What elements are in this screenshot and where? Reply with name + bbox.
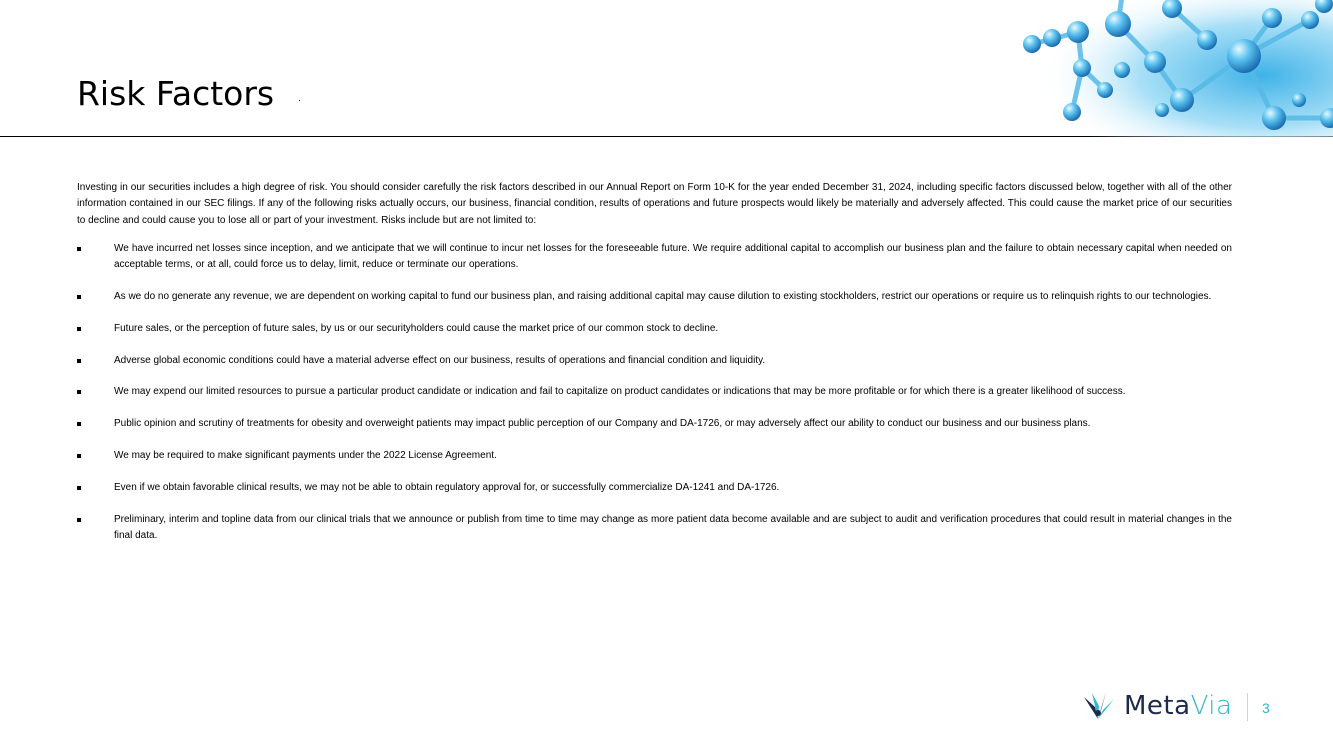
risk-list (77, 241, 1232, 544)
logo-via-text: Via (1190, 691, 1233, 721)
logo-meta-text: Meta (1124, 691, 1191, 721)
risk-text: We may expend our limited resources to pursue a particular product candidate or indication and fail to capitalize on product candidates or indications that may be more profitable or for which there is a greater likelihood of success. (114, 386, 1126, 398)
bullet-icon (77, 422, 81, 426)
risk-text: Public opinion and scrutiny of treatments for obesity and overweight patients may impact public perception of our Company and DA-1726, or may adversely affect our ability to conduct our business and our business plans. (114, 418, 1091, 430)
risk-item (77, 241, 1232, 274)
risk-item (77, 289, 1232, 305)
risk-item (77, 512, 1232, 545)
bullet-icon (77, 486, 81, 490)
risk-item (77, 448, 1232, 464)
risk-text: Even if we obtain favorable clinical results, we may not be able to obtain regulatory approval for, or successfully commercialize DA-1241 and DA-1726. (114, 481, 780, 493)
bullet-icon (77, 295, 81, 299)
risk-text: As we do no generate any revenue, we are dependent on working capital to fund our business plan, and raising additional capital may cause dilution to existing stockholders, restrict our operations or require us to relinquish rights to our technologies. (114, 290, 1212, 302)
risk-text: Future sales, or the perception of future sales, by us or our securityholders could cause the market price of our common stock to decline. (114, 322, 719, 334)
risk-item (77, 416, 1232, 432)
page-number: 3 (1262, 700, 1270, 716)
risk-text: Preliminary, interim and topline data from our clinical trials that we announce or publish from time to time may change as more patient data become available and are subject to audit and verification procedures that could result in material changes in the final data. (114, 513, 1232, 541)
bullet-icon (77, 359, 81, 363)
intro-paragraph: Investing in our securities includes a high degree of risk. You should consider carefully the risk factors described in our Annual Report on Form 10-K for the year ended December 31, 2024, including specific factors discussed below, together with all of the other information contained in our SEC filings. If any of the following risks actually occurs, our business, financial condition, results of operations and future prospects would likely be materially and adversely affected. This could cause the market price of our securities to decline and could cause you to lose all or part of your investment. Risks include but are not limited to: (77, 182, 1232, 226)
bullet-icon (77, 454, 81, 458)
title-dot (299, 100, 300, 101)
risk-item (77, 321, 1232, 337)
bullet-icon (77, 247, 81, 251)
metavia-leaf-icon (1080, 691, 1116, 721)
risk-text: We have incurred net losses since inception, and we anticipate that we will continue to incur net losses for the foreseeable future. We require additional capital to accomplish our business plan and the failure to obtain necessary capital when needed on acceptable terms, or at all, could force us to delay, limit, reduce or terminate our operations. (114, 242, 1232, 271)
risk-text: We may be required to make significant payments under the 2022 License Agreement. (114, 449, 497, 461)
logo-wordmark (1124, 691, 1232, 721)
bullet-icon (77, 518, 81, 522)
bullet-icon (77, 327, 81, 331)
slide-title: Risk Factors (77, 74, 275, 113)
risk-text: Adverse global economic conditions could have a material adverse effect on our business, results of operations and financial condition and liquidity. (114, 354, 766, 366)
risk-item (77, 480, 1232, 496)
footer-divider (1247, 693, 1248, 721)
molecule-graphic-icon (1012, 0, 1333, 137)
risk-content (77, 180, 1232, 560)
risk-item (77, 353, 1232, 369)
metavia-logo (1080, 686, 1232, 726)
bullet-icon (77, 390, 81, 394)
risk-item (77, 384, 1232, 400)
